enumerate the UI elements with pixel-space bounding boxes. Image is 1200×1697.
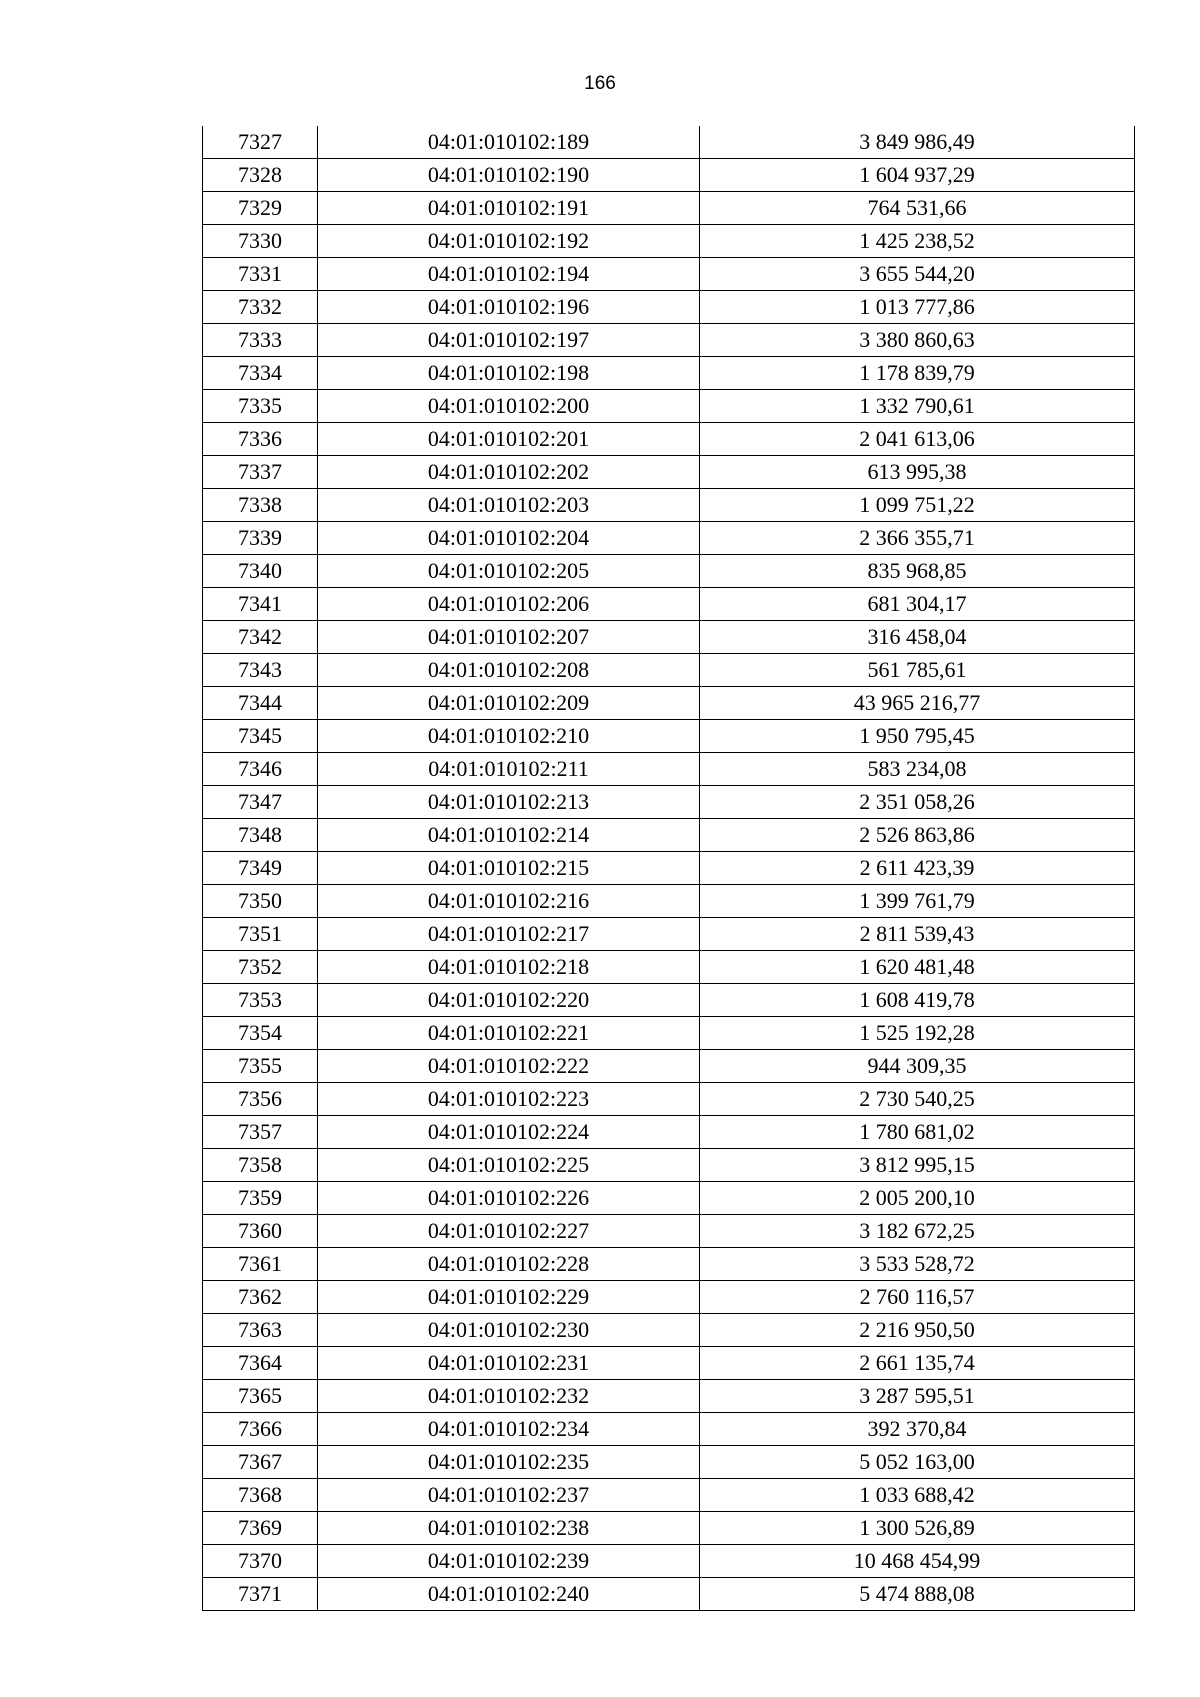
- cadastral-number-cell: 04:01:010102:190: [318, 159, 700, 192]
- table-row: [203, 1347, 1135, 1380]
- value-cell: 2 366 355,71: [700, 522, 1135, 555]
- cadastral-number-cell: 04:01:010102:231: [318, 1347, 700, 1380]
- row-number-cell: 7364: [203, 1347, 318, 1380]
- table-row: [203, 1380, 1135, 1413]
- cadastral-number-cell: 04:01:010102:205: [318, 555, 700, 588]
- value-cell: 613 995,38: [700, 456, 1135, 489]
- table-row: [203, 1314, 1135, 1347]
- cadastral-number-cell: 04:01:010102:240: [318, 1578, 700, 1611]
- table-row: [203, 819, 1135, 852]
- cadastral-number-cell: 04:01:010102:194: [318, 258, 700, 291]
- value-cell: 1 950 795,45: [700, 720, 1135, 753]
- cadastral-number-cell: 04:01:010102:210: [318, 720, 700, 753]
- table-row: [203, 555, 1135, 588]
- row-number-cell: 7366: [203, 1413, 318, 1446]
- value-cell: 1 780 681,02: [700, 1116, 1135, 1149]
- cadastral-number-cell: 04:01:010102:228: [318, 1248, 700, 1281]
- table-row: [203, 1083, 1135, 1116]
- row-number-cell: 7362: [203, 1281, 318, 1314]
- table-row: [203, 258, 1135, 291]
- value-cell: 1 425 238,52: [700, 225, 1135, 258]
- table-row: [203, 654, 1135, 687]
- table-row: [203, 786, 1135, 819]
- value-cell: 1 013 777,86: [700, 291, 1135, 324]
- row-number-cell: 7338: [203, 489, 318, 522]
- table-row: [203, 1578, 1135, 1611]
- row-number-cell: 7367: [203, 1446, 318, 1479]
- table-row: [203, 1050, 1135, 1083]
- table-row: [203, 1413, 1135, 1446]
- cadastral-number-cell: 04:01:010102:223: [318, 1083, 700, 1116]
- row-number-cell: 7360: [203, 1215, 318, 1248]
- cadastral-number-cell: 04:01:010102:196: [318, 291, 700, 324]
- value-cell: 583 234,08: [700, 753, 1135, 786]
- row-number-cell: 7336: [203, 423, 318, 456]
- row-number-cell: 7371: [203, 1578, 318, 1611]
- value-cell: 2 351 058,26: [700, 786, 1135, 819]
- cadastral-number-cell: 04:01:010102:213: [318, 786, 700, 819]
- row-number-cell: 7339: [203, 522, 318, 555]
- cadastral-number-cell: 04:01:010102:218: [318, 951, 700, 984]
- cadastral-number-cell: 04:01:010102:237: [318, 1479, 700, 1512]
- value-cell: 1 608 419,78: [700, 984, 1135, 1017]
- row-number-cell: 7352: [203, 951, 318, 984]
- value-cell: 2 760 116,57: [700, 1281, 1135, 1314]
- value-cell: 1 525 192,28: [700, 1017, 1135, 1050]
- cadastral-number-cell: 04:01:010102:239: [318, 1545, 700, 1578]
- table-row: [203, 918, 1135, 951]
- cadastral-number-cell: 04:01:010102:217: [318, 918, 700, 951]
- table-row: [203, 852, 1135, 885]
- cadastral-number-cell: 04:01:010102:234: [318, 1413, 700, 1446]
- table-row: [203, 753, 1135, 786]
- row-number-cell: 7349: [203, 852, 318, 885]
- table-row: [203, 687, 1135, 720]
- cadastral-number-cell: 04:01:010102:200: [318, 390, 700, 423]
- value-cell: 2 730 540,25: [700, 1083, 1135, 1116]
- row-number-cell: 7343: [203, 654, 318, 687]
- table-row: [203, 951, 1135, 984]
- table-row: [203, 588, 1135, 621]
- cadastral-number-cell: 04:01:010102:238: [318, 1512, 700, 1545]
- cadastral-number-cell: 04:01:010102:206: [318, 588, 700, 621]
- cadastral-number-cell: 04:01:010102:207: [318, 621, 700, 654]
- table-row: [203, 1215, 1135, 1248]
- table-row: [203, 192, 1135, 225]
- table-row: [203, 522, 1135, 555]
- row-number-cell: 7370: [203, 1545, 318, 1578]
- value-cell: 2 526 863,86: [700, 819, 1135, 852]
- value-cell: 1 300 526,89: [700, 1512, 1135, 1545]
- cadastral-number-cell: 04:01:010102:211: [318, 753, 700, 786]
- value-cell: 2 661 135,74: [700, 1347, 1135, 1380]
- cadastral-number-cell: 04:01:010102:226: [318, 1182, 700, 1215]
- table-row: [203, 1182, 1135, 1215]
- table-row: [203, 720, 1135, 753]
- value-cell: 3 287 595,51: [700, 1380, 1135, 1413]
- value-cell: 3 380 860,63: [700, 324, 1135, 357]
- value-cell: 1 332 790,61: [700, 390, 1135, 423]
- row-number-cell: 7337: [203, 456, 318, 489]
- data-table: [202, 126, 1135, 1611]
- cadastral-number-cell: 04:01:010102:204: [318, 522, 700, 555]
- table-row: [203, 423, 1135, 456]
- value-cell: 1 099 751,22: [700, 489, 1135, 522]
- cadastral-number-cell: 04:01:010102:192: [318, 225, 700, 258]
- row-number-cell: 7354: [203, 1017, 318, 1050]
- row-number-cell: 7348: [203, 819, 318, 852]
- row-number-cell: 7342: [203, 621, 318, 654]
- cadastral-number-cell: 04:01:010102:230: [318, 1314, 700, 1347]
- row-number-cell: 7357: [203, 1116, 318, 1149]
- value-cell: 10 468 454,99: [700, 1545, 1135, 1578]
- row-number-cell: 7355: [203, 1050, 318, 1083]
- cadastral-number-cell: 04:01:010102:224: [318, 1116, 700, 1149]
- row-number-cell: 7331: [203, 258, 318, 291]
- table-row: [203, 1017, 1135, 1050]
- row-number-cell: 7332: [203, 291, 318, 324]
- value-cell: 764 531,66: [700, 192, 1135, 225]
- value-cell: 1 178 839,79: [700, 357, 1135, 390]
- row-number-cell: 7350: [203, 885, 318, 918]
- value-cell: 3 533 528,72: [700, 1248, 1135, 1281]
- row-number-cell: 7335: [203, 390, 318, 423]
- cadastral-number-cell: 04:01:010102:216: [318, 885, 700, 918]
- cadastral-number-cell: 04:01:010102:225: [318, 1149, 700, 1182]
- value-cell: 1 033 688,42: [700, 1479, 1135, 1512]
- value-cell: 1 399 761,79: [700, 885, 1135, 918]
- cadastral-value-table: [202, 126, 1134, 1611]
- table-body: [203, 126, 1135, 1611]
- cadastral-number-cell: 04:01:010102:235: [318, 1446, 700, 1479]
- row-number-cell: 7341: [203, 588, 318, 621]
- table-row: [203, 984, 1135, 1017]
- row-number-cell: 7327: [203, 126, 318, 159]
- row-number-cell: 7333: [203, 324, 318, 357]
- table-row: [203, 390, 1135, 423]
- table-row: [203, 1248, 1135, 1281]
- value-cell: 2 041 613,06: [700, 423, 1135, 456]
- row-number-cell: 7346: [203, 753, 318, 786]
- row-number-cell: 7351: [203, 918, 318, 951]
- cadastral-number-cell: 04:01:010102:215: [318, 852, 700, 885]
- table-row: [203, 1545, 1135, 1578]
- cadastral-number-cell: 04:01:010102:203: [318, 489, 700, 522]
- value-cell: 681 304,17: [700, 588, 1135, 621]
- cadastral-number-cell: 04:01:010102:221: [318, 1017, 700, 1050]
- value-cell: 1 620 481,48: [700, 951, 1135, 984]
- row-number-cell: 7334: [203, 357, 318, 390]
- value-cell: 1 604 937,29: [700, 159, 1135, 192]
- row-number-cell: 7340: [203, 555, 318, 588]
- value-cell: 944 309,35: [700, 1050, 1135, 1083]
- row-number-cell: 7369: [203, 1512, 318, 1545]
- value-cell: 5 052 163,00: [700, 1446, 1135, 1479]
- value-cell: 43 965 216,77: [700, 687, 1135, 720]
- row-number-cell: 7330: [203, 225, 318, 258]
- table-row: [203, 1281, 1135, 1314]
- cadastral-number-cell: 04:01:010102:214: [318, 819, 700, 852]
- cadastral-number-cell: 04:01:010102:229: [318, 1281, 700, 1314]
- cadastral-number-cell: 04:01:010102:191: [318, 192, 700, 225]
- row-number-cell: 7359: [203, 1182, 318, 1215]
- value-cell: 392 370,84: [700, 1413, 1135, 1446]
- cadastral-number-cell: 04:01:010102:202: [318, 456, 700, 489]
- cadastral-number-cell: 04:01:010102:201: [318, 423, 700, 456]
- table-row: [203, 357, 1135, 390]
- row-number-cell: 7353: [203, 984, 318, 1017]
- value-cell: 561 785,61: [700, 654, 1135, 687]
- row-number-cell: 7356: [203, 1083, 318, 1116]
- row-number-cell: 7358: [203, 1149, 318, 1182]
- cadastral-number-cell: 04:01:010102:232: [318, 1380, 700, 1413]
- table-row: [203, 1479, 1135, 1512]
- table-row: [203, 885, 1135, 918]
- cadastral-number-cell: 04:01:010102:208: [318, 654, 700, 687]
- value-cell: 3 849 986,49: [700, 126, 1135, 159]
- table-row: [203, 1149, 1135, 1182]
- table-row: [203, 1512, 1135, 1545]
- row-number-cell: 7365: [203, 1380, 318, 1413]
- value-cell: 835 968,85: [700, 555, 1135, 588]
- cadastral-number-cell: 04:01:010102:227: [318, 1215, 700, 1248]
- table-row: [203, 621, 1135, 654]
- row-number-cell: 7363: [203, 1314, 318, 1347]
- value-cell: 2 216 950,50: [700, 1314, 1135, 1347]
- value-cell: 2 005 200,10: [700, 1182, 1135, 1215]
- value-cell: 3 182 672,25: [700, 1215, 1135, 1248]
- table-row: [203, 291, 1135, 324]
- value-cell: 5 474 888,08: [700, 1578, 1135, 1611]
- value-cell: 2 811 539,43: [700, 918, 1135, 951]
- row-number-cell: 7368: [203, 1479, 318, 1512]
- cadastral-number-cell: 04:01:010102:198: [318, 357, 700, 390]
- cadastral-number-cell: 04:01:010102:189: [318, 126, 700, 159]
- table-row: [203, 1446, 1135, 1479]
- row-number-cell: 7344: [203, 687, 318, 720]
- table-row: [203, 489, 1135, 522]
- cadastral-number-cell: 04:01:010102:197: [318, 324, 700, 357]
- cadastral-number-cell: 04:01:010102:222: [318, 1050, 700, 1083]
- row-number-cell: 7347: [203, 786, 318, 819]
- table-row: [203, 1116, 1135, 1149]
- value-cell: 316 458,04: [700, 621, 1135, 654]
- table-row: [203, 126, 1135, 159]
- value-cell: 3 812 995,15: [700, 1149, 1135, 1182]
- table-row: [203, 324, 1135, 357]
- row-number-cell: 7345: [203, 720, 318, 753]
- table-row: [203, 159, 1135, 192]
- row-number-cell: 7329: [203, 192, 318, 225]
- value-cell: 3 655 544,20: [700, 258, 1135, 291]
- page-number: 166: [584, 73, 616, 94]
- cadastral-number-cell: 04:01:010102:220: [318, 984, 700, 1017]
- value-cell: 2 611 423,39: [700, 852, 1135, 885]
- cadastral-number-cell: 04:01:010102:209: [318, 687, 700, 720]
- row-number-cell: 7361: [203, 1248, 318, 1281]
- row-number-cell: 7328: [203, 159, 318, 192]
- table-row: [203, 225, 1135, 258]
- table-row: [203, 456, 1135, 489]
